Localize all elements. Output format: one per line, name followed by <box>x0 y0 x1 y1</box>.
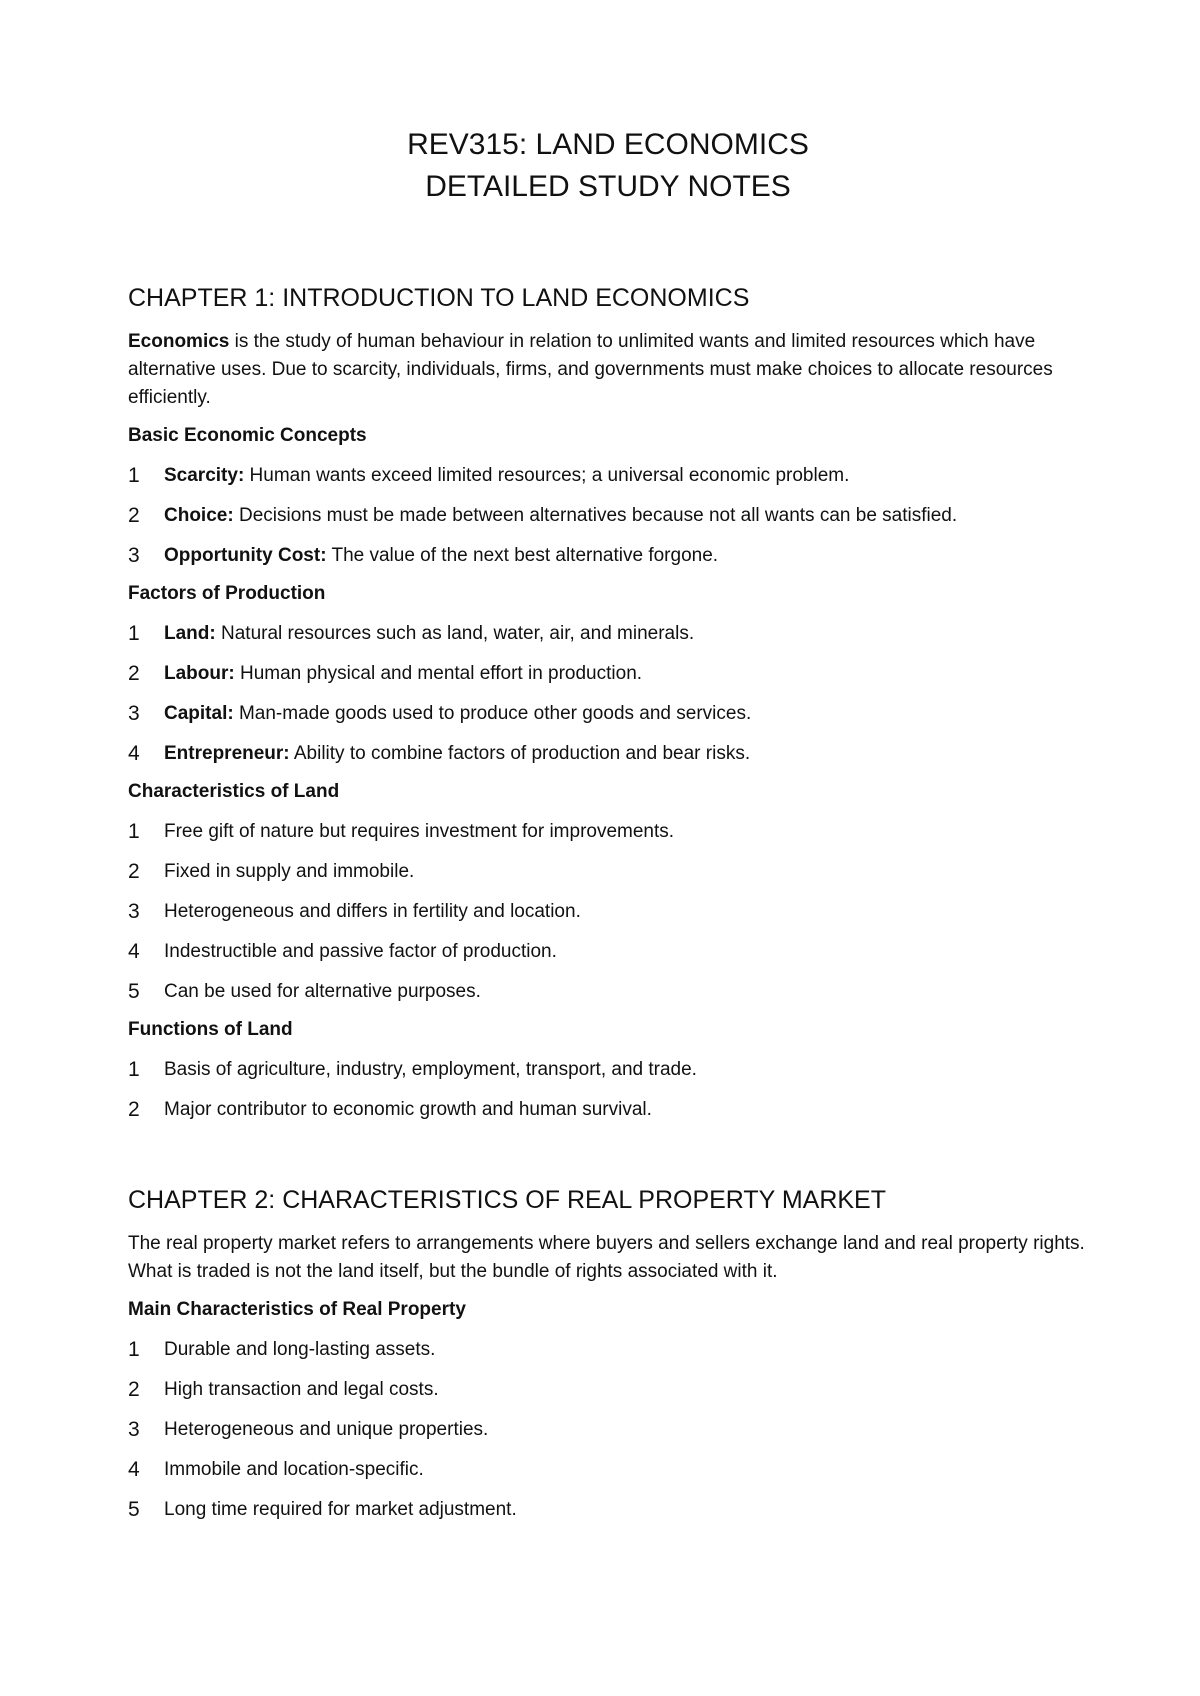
numbered-list <box>128 1056 1088 1124</box>
list-item <box>128 1056 1088 1084</box>
list-item-description: Fixed in supply and immobile. <box>164 861 415 882</box>
list-item <box>128 1336 1088 1364</box>
list-item-description: Heterogeneous and unique properties. <box>164 1419 489 1440</box>
list-item-text <box>164 542 718 570</box>
list-item-text <box>164 1496 517 1524</box>
list-item-description: The value of the next best alternative forgone. <box>326 545 719 566</box>
list-item-number: 3 <box>128 544 140 567</box>
list-item-number: 3 <box>128 702 140 725</box>
numbered-list <box>128 818 1088 1006</box>
list-item-number: 2 <box>128 504 140 527</box>
list-item-number: 5 <box>128 980 140 1003</box>
numbered-list <box>128 1336 1088 1524</box>
list-item <box>128 1416 1088 1444</box>
list-item <box>128 462 1088 490</box>
list-item-text <box>164 1096 652 1124</box>
list-item-text <box>164 858 414 886</box>
list-item-description: Decisions must be made between alternatives because not all wants can be satisfied. <box>233 505 958 526</box>
numbered-list <box>128 620 1088 768</box>
list-item-description: Can be used for alternative purposes. <box>164 981 481 1002</box>
list-item <box>128 502 1088 530</box>
list-item-text <box>164 1376 439 1404</box>
list-item <box>128 700 1088 728</box>
list-item-description: Free gift of nature but requires investment for improvements. <box>164 821 675 842</box>
section-heading: Characteristics of Land <box>128 781 340 802</box>
list-item-description: Indestructible and passive factor of production. <box>164 941 557 962</box>
list-item-description: Durable and long-lasting assets. <box>164 1339 436 1360</box>
list-item <box>128 1496 1088 1524</box>
list-item-description: Human physical and mental effort in production. <box>234 663 643 684</box>
title-line-1: REV315: LAND ECONOMICS <box>407 128 809 161</box>
list-item-number: 1 <box>128 464 140 487</box>
list-item-description: Ability to combine factors of production and bear risks. <box>289 743 751 764</box>
list-item-description: Human wants exceed limited resources; a universal economic problem. <box>244 465 850 486</box>
list-item-text <box>164 620 694 648</box>
list-item-number: 4 <box>128 742 140 765</box>
section-heading: Factors of Production <box>128 583 326 604</box>
list-item <box>128 1456 1088 1484</box>
list-item <box>128 1096 1088 1124</box>
section-heading: Basic Economic Concepts <box>128 425 367 446</box>
list-item-text <box>164 740 750 768</box>
list-item-description: Long time required for market adjustment. <box>164 1499 517 1520</box>
list-item-term: Opportunity Cost: <box>164 545 327 566</box>
document-page <box>128 124 1088 1524</box>
intro-term: Economics <box>128 331 230 352</box>
chapter-1-intro <box>128 328 1088 412</box>
list-item-text <box>164 700 751 728</box>
list-item <box>128 542 1088 570</box>
list-item-number: 4 <box>128 940 140 963</box>
list-item-number: 1 <box>128 622 140 645</box>
list-item-term: Capital: <box>164 703 234 724</box>
section-heading: Functions of Land <box>128 1019 293 1040</box>
chapter-2-sections <box>128 1296 1088 1524</box>
list-item-number: 2 <box>128 1378 140 1401</box>
document-title <box>128 124 1088 208</box>
list-item-text <box>164 462 849 490</box>
list-item-description: High transaction and legal costs. <box>164 1379 439 1400</box>
list-item-term: Labour: <box>164 663 235 684</box>
list-item <box>128 1376 1088 1404</box>
numbered-list <box>128 462 1088 570</box>
list-item <box>128 978 1088 1006</box>
list-item-text <box>164 1456 424 1484</box>
list-item-term: Choice: <box>164 505 234 526</box>
chapter-1-sections <box>128 422 1088 1124</box>
list-item-text <box>164 660 642 688</box>
list-item-number: 1 <box>128 820 140 843</box>
list-item-description: Basis of agriculture, industry, employment, transport, and trade. <box>164 1059 697 1080</box>
list-item-description: Immobile and location-specific. <box>164 1459 424 1480</box>
list-item-text <box>164 502 957 530</box>
title-line-2: DETAILED STUDY NOTES <box>425 170 791 203</box>
list-item-text <box>164 1336 435 1364</box>
list-item-number: 5 <box>128 1498 140 1521</box>
list-item <box>128 620 1088 648</box>
list-item <box>128 818 1088 846</box>
chapter-2-title: CHAPTER 2: CHARACTERISTICS OF REAL PROPERTY MARKET <box>128 1186 887 1214</box>
list-item-description: Natural resources such as land, water, air, and minerals. <box>215 623 695 644</box>
intro-text: is the study of human behaviour in relation to unlimited wants and limited resources which have alternative uses. Due to scarcity, individuals, firms, and governments must make choices to allocate resources efficiently. <box>128 331 1053 408</box>
list-item <box>128 858 1088 886</box>
list-item-number: 2 <box>128 1098 140 1121</box>
list-item-number: 2 <box>128 662 140 685</box>
list-item-text <box>164 818 674 846</box>
list-item-description: Major contributor to economic growth and human survival. <box>164 1099 652 1120</box>
list-item-number: 3 <box>128 900 140 923</box>
section-heading: Main Characteristics of Real Property <box>128 1299 466 1320</box>
list-item <box>128 898 1088 926</box>
list-item-term: Entrepreneur: <box>164 743 290 764</box>
list-item-term: Land: <box>164 623 216 644</box>
list-item-number: 1 <box>128 1058 140 1081</box>
list-item-term: Scarcity: <box>164 465 245 486</box>
list-item-description: Heterogeneous and differs in fertility and location. <box>164 901 581 922</box>
list-item-text <box>164 898 581 926</box>
chapter-1-title: CHAPTER 1: INTRODUCTION TO LAND ECONOMICS <box>128 284 750 312</box>
list-item <box>128 660 1088 688</box>
list-item-description: Man-made goods used to produce other goods and services. <box>233 703 752 724</box>
list-item-text <box>164 978 481 1006</box>
list-item-text <box>164 1416 488 1444</box>
list-item <box>128 740 1088 768</box>
list-item <box>128 938 1088 966</box>
list-item-number: 3 <box>128 1418 140 1441</box>
list-item-number: 4 <box>128 1458 140 1481</box>
chapter-2-intro: The real property market refers to arrangements where buyers and sellers exchange land and real property rights. What is traded is not the land itself, but the bundle of rights associated with it. <box>128 1233 1085 1282</box>
list-item-text <box>164 1056 697 1084</box>
list-item-number: 2 <box>128 860 140 883</box>
list-item-number: 1 <box>128 1338 140 1361</box>
list-item-text <box>164 938 557 966</box>
